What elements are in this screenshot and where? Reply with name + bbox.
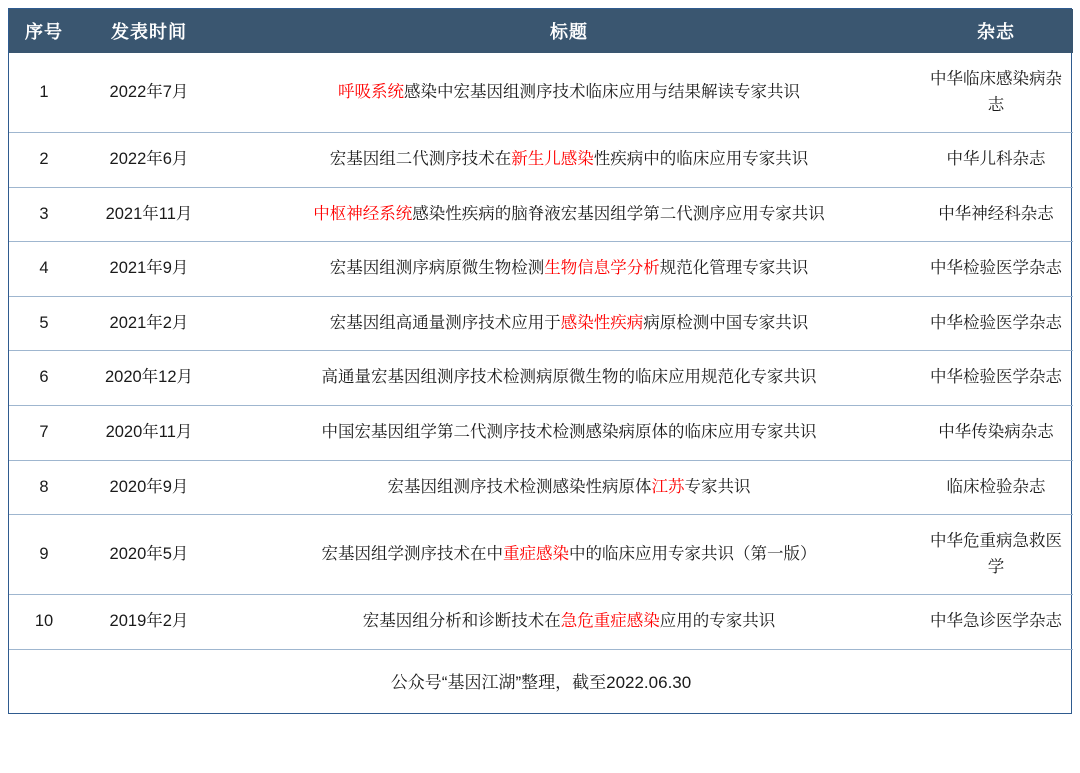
table-row (9, 405, 1073, 460)
cell-date: 2022年7月 (109, 82, 189, 101)
consensus-table-container (8, 8, 1072, 714)
cell-title (219, 296, 919, 351)
cell-date: 2022年6月 (79, 133, 219, 188)
cell-seq: 2 (9, 133, 79, 188)
title-text: 感染中宏基因组测序技术临床应用与结果解读专家共识 (404, 82, 800, 101)
cell-seq: 10 (9, 595, 79, 650)
title-text: 专家共识 (684, 477, 751, 496)
title-text: 宏基因组测序病原微生物检测 (329, 259, 545, 278)
cell-title (219, 53, 919, 133)
table-row (9, 351, 1073, 406)
cell-title (219, 405, 919, 460)
title-text: 宏基因组二代测序技术在 (329, 150, 512, 169)
cell-date: 2021年11月 (79, 187, 219, 242)
title-highlight: 急危重症感染 (560, 612, 660, 631)
cell-date: 2020年9月 (79, 460, 219, 515)
cell-journal: 中华检验医学杂志 (919, 351, 1073, 406)
column-header-seq: 序号 (9, 9, 79, 53)
title-text: 宏基因组学测序技术在中 (321, 544, 503, 563)
footer-note: 公众号“基因江湖”整理，截至2022.06.30 (9, 649, 1073, 713)
table-row (9, 595, 1073, 650)
cell-seq: 3 (9, 187, 79, 242)
title-text: 病原检测中国专家共识 (643, 313, 809, 332)
cell-journal: 中华儿科杂志 (919, 133, 1073, 188)
cell-journal: 中华神经科杂志 (919, 187, 1073, 242)
cell-title (219, 242, 919, 297)
table-footer-row (9, 649, 1073, 713)
cell-title (219, 515, 919, 595)
cell-journal: 中华传染病杂志 (919, 405, 1073, 460)
title-highlight: 中枢神经系统 (313, 204, 413, 223)
title-text: 宏基因组测序技术检测感染性病原体 (387, 477, 652, 496)
cell-date: 2020年11月 (79, 405, 219, 460)
title-text: 性疾病中的临床应用专家共识 (593, 150, 809, 169)
cell-date: 2020年5月 (79, 515, 219, 595)
table-row (9, 296, 1073, 351)
table-row (9, 515, 1073, 595)
title-text: 感染性疾病的脑脊液宏基因组学第二代测序应用专家共识 (412, 204, 825, 223)
column-header-journal: 杂志 (919, 9, 1073, 53)
cell-journal: 中华检验医学杂志 (919, 296, 1073, 351)
title-text: 宏基因组分析和诊断技术在 (362, 612, 561, 631)
table-body (9, 53, 1073, 649)
title-highlight: 呼吸系统 (338, 82, 404, 101)
title-highlight: 重症感染 (503, 544, 569, 563)
cell-date: 2019年2月 (79, 595, 219, 650)
cell-title (219, 460, 919, 515)
table-footer (9, 649, 1073, 713)
cell-date: 2021年9月 (79, 242, 219, 297)
title-text: 中国宏基因组学第二代测序技术检测感染病原体的临床应用专家共识 (321, 422, 817, 441)
column-header-date: 发表时间 (79, 9, 219, 53)
cell-seq: 8 (9, 460, 79, 515)
cell-title (219, 133, 919, 188)
title-text: 宏基因组高通量测序技术应用于 (329, 313, 561, 332)
cell-seq: 1 (39, 82, 49, 101)
cell-title (219, 187, 919, 242)
cell-seq: 9 (9, 515, 79, 595)
consensus-table (9, 9, 1073, 713)
cell-seq: 4 (9, 242, 79, 297)
title-highlight: 生物信息学分析 (544, 259, 660, 278)
cell-date: 2021年2月 (79, 296, 219, 351)
cell-journal: 临床检验杂志 (919, 460, 1073, 515)
cell-seq: 7 (9, 405, 79, 460)
cell-title (219, 595, 919, 650)
cell-seq: 6 (9, 351, 79, 406)
title-text: 应用的专家共识 (659, 612, 776, 631)
cell-title (219, 351, 919, 406)
title-text: 中的临床应用专家共识（第一版） (569, 544, 817, 563)
title-highlight: 新生儿感染 (511, 150, 594, 169)
table-row (9, 242, 1073, 297)
cell-journal: 中华危重病急救医学 (919, 515, 1073, 595)
cell-seq: 5 (9, 296, 79, 351)
title-text: 规范化管理专家共识 (659, 259, 809, 278)
cell-journal: 中华临床感染病杂志 (930, 70, 1062, 114)
table-row (9, 187, 1073, 242)
cell-journal: 中华检验医学杂志 (919, 242, 1073, 297)
table-row (9, 53, 1073, 133)
table-header (9, 9, 1073, 53)
title-text: 高通量宏基因组测序技术检测病原微生物的临床应用规范化专家共识 (321, 368, 817, 387)
table-row (9, 133, 1073, 188)
cell-journal: 中华急诊医学杂志 (919, 595, 1073, 650)
title-highlight: 江苏 (651, 477, 685, 496)
table-header-row (9, 9, 1073, 53)
title-highlight: 感染性疾病 (560, 313, 644, 332)
cell-date: 2020年12月 (79, 351, 219, 406)
column-header-title: 标题 (219, 9, 919, 53)
table-row (9, 460, 1073, 515)
